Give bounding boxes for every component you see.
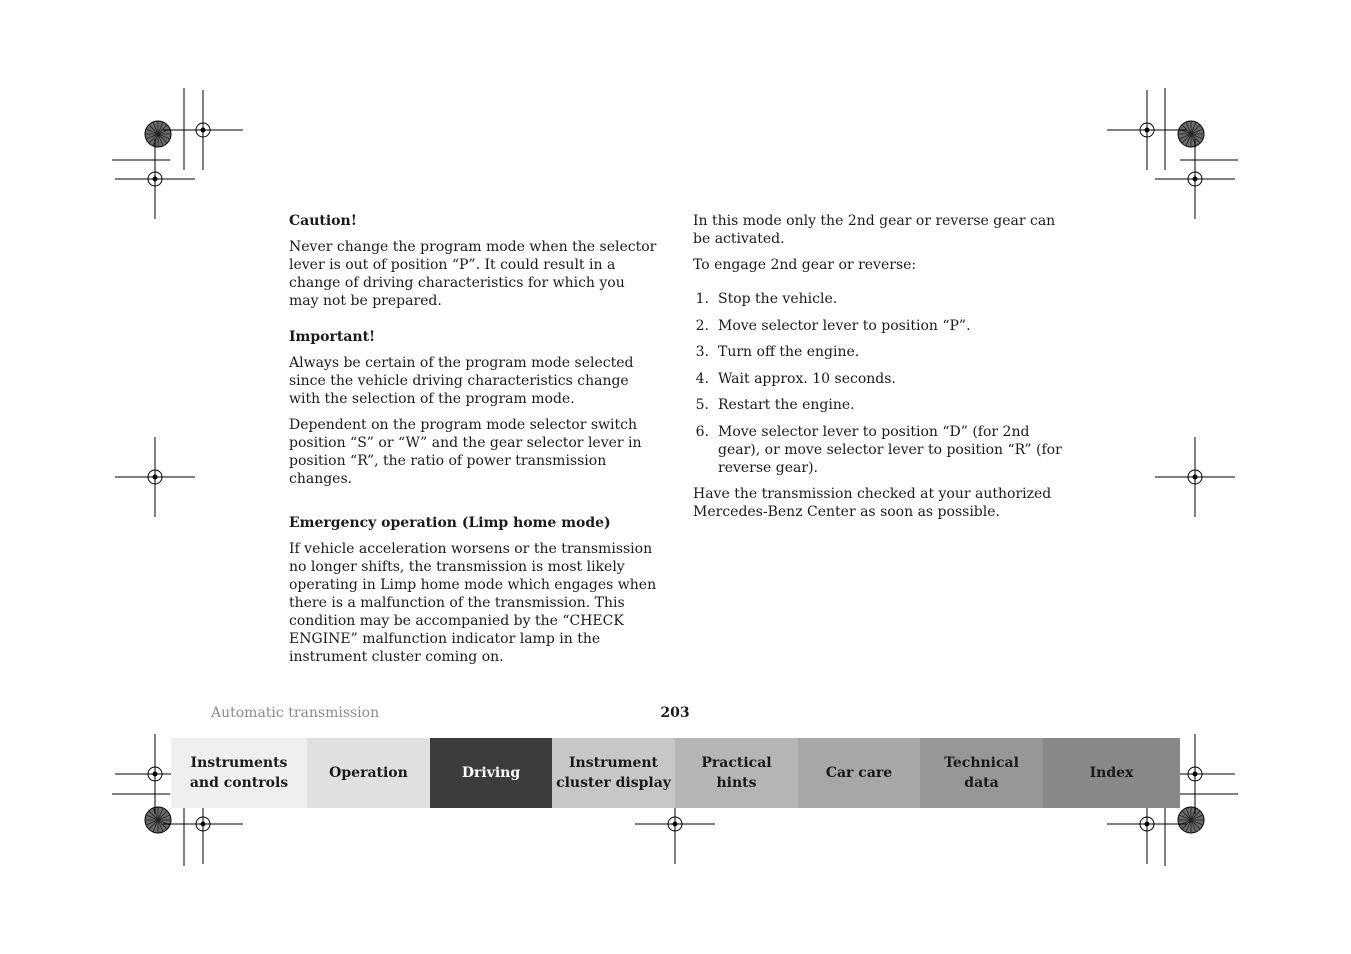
- color-target-icon: [145, 121, 171, 147]
- tab-operation[interactable]: [307, 738, 430, 808]
- registration-mark-icon: [1107, 90, 1187, 170]
- section-title: Automatic transmission: [211, 705, 380, 721]
- tab-instrument-cluster-display[interactable]: [552, 738, 675, 808]
- tab-label: Instruments and controls: [189, 755, 289, 791]
- steps-list: [693, 290, 1073, 477]
- step-text: Move selector lever to position “P”.: [718, 317, 971, 334]
- step-number: 1.: [695, 291, 709, 307]
- list-item: [693, 343, 1073, 361]
- step-text: Turn off the engine.: [718, 344, 860, 360]
- registration-mark-icon: [1155, 139, 1235, 219]
- tab-label: Index: [1089, 765, 1134, 781]
- engage-intro: To engage 2nd gear or reverse:: [693, 257, 917, 273]
- left-column: [289, 212, 657, 674]
- tab-label: Car care: [825, 765, 893, 781]
- mode-text: In this mode only the 2nd gear or reverse gear can be activated.: [693, 213, 1056, 247]
- step-text: Move selector lever to position “D” (for 2nd gear), or move selector lever to position “R” (for reverse gear).: [718, 423, 1062, 476]
- step-number: 2.: [695, 317, 709, 334]
- color-target-icon: [145, 807, 171, 833]
- tab-label: Operation: [329, 765, 408, 781]
- emergency-text: If vehicle acceleration worsens or the transmission no longer shifts, the transmission is most likely operating in Limp home mode which engages when there is a malfunction of the transmission. This condition may be accompanied by the “CHECK ENGINE” malfunction indicator lamp in the instrument cluster coming on.: [289, 541, 657, 665]
- list-item: [693, 396, 1073, 414]
- tab-practical-hints[interactable]: [675, 738, 798, 808]
- list-item: [693, 290, 1073, 308]
- important-text-1: Always be certain of the program mode selected since the vehicle driving characteristics change with the selection of the program mode.: [289, 355, 634, 407]
- tab-technical-data[interactable]: [920, 738, 1043, 808]
- important-text-2: Dependent on the program mode selector switch position “S” or “W” and the gear selector lever in position “R”, the ratio of power transmission changes.: [289, 417, 642, 487]
- color-target-icon: [1178, 121, 1204, 147]
- color-target-icon: [1178, 807, 1204, 833]
- tab-label: Instrument cluster display: [556, 755, 671, 791]
- step-text: Restart the engine.: [718, 397, 855, 413]
- registration-mark-icon: [1155, 437, 1235, 517]
- step-number: 3.: [695, 344, 709, 360]
- chapter-tab-bar: [171, 738, 1180, 808]
- list-item: [693, 423, 1073, 477]
- closing-text: Have the transmission checked at your authorized Mercedes-Benz Center as soon as possible.: [693, 486, 1052, 520]
- tab-label: Technical data: [944, 755, 1019, 791]
- step-number: 4.: [695, 370, 709, 387]
- emergency-heading: Emergency operation (Limp home mode): [289, 515, 611, 531]
- tab-driving[interactable]: [430, 738, 552, 808]
- step-text: Wait approx. 10 seconds.: [718, 370, 896, 387]
- important-heading: Important!: [289, 329, 376, 345]
- registration-mark-icon: [115, 139, 195, 219]
- page-number: 203: [660, 705, 690, 721]
- right-column: [693, 212, 1073, 529]
- tab-index[interactable]: [1043, 738, 1180, 808]
- list-item: [693, 317, 1073, 335]
- tab-label: Driving: [461, 765, 521, 781]
- tab-car-care[interactable]: [798, 738, 920, 808]
- registration-mark-icon: [163, 90, 243, 170]
- caution-heading: Caution!: [289, 213, 357, 229]
- list-item: [693, 370, 1073, 388]
- step-number: 5.: [695, 397, 709, 413]
- registration-mark-icon: [115, 437, 195, 517]
- tab-label: Practical hints: [701, 755, 772, 791]
- step-text: Stop the vehicle.: [718, 291, 838, 307]
- step-number: 6.: [695, 423, 709, 440]
- tab-instruments-and-controls[interactable]: [171, 738, 307, 808]
- caution-text: Never change the program mode when the selector lever is out of position “P”. It could result in a change of driving characteristics for which you may not be prepared.: [289, 239, 657, 309]
